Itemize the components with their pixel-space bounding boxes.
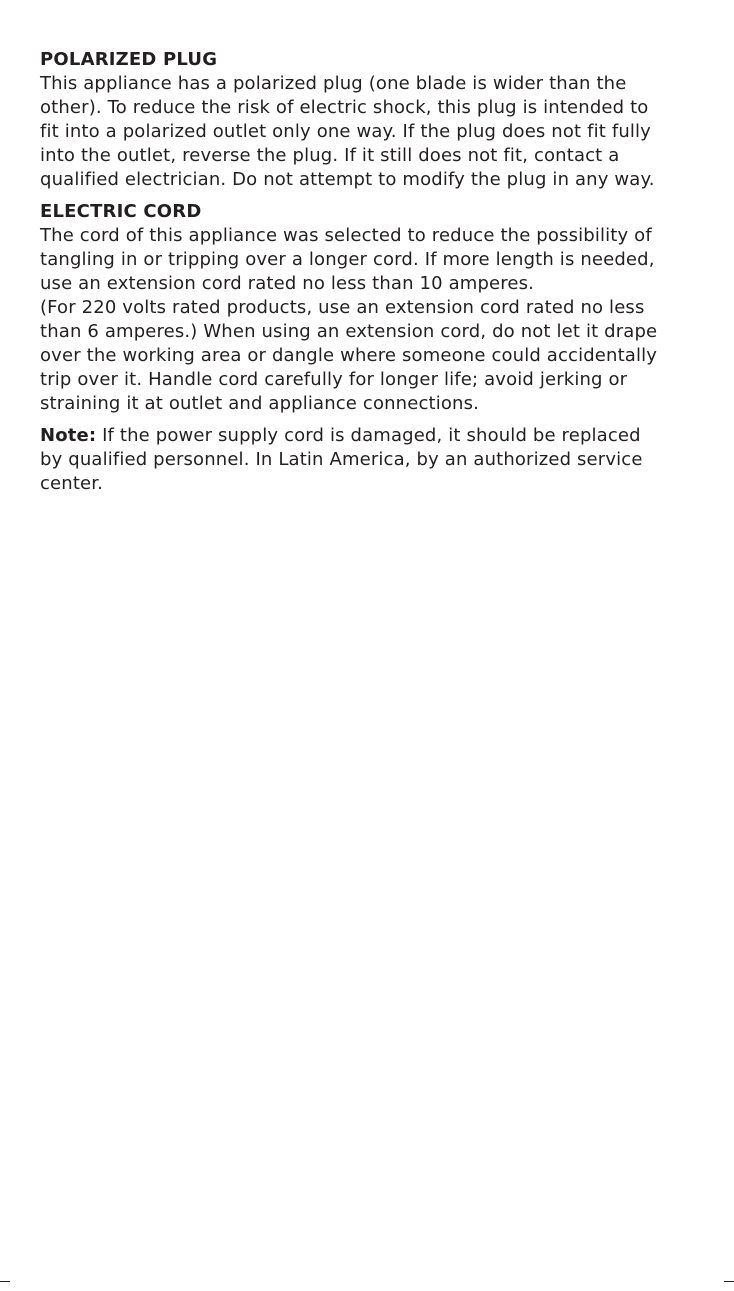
crop-mark-left bbox=[0, 1281, 10, 1282]
text-line: straining it at outlet and appliance connections. bbox=[40, 393, 479, 414]
text-line: (For 220 volts rated products, use an extension cord rated no less bbox=[40, 297, 645, 318]
note-section bbox=[40, 424, 700, 496]
electric-cord-heading: ELECTRIC CORD bbox=[40, 201, 202, 222]
text-line: The cord of this appliance was selected to reduce the possibility of bbox=[40, 225, 652, 246]
text-line: use an extension cord rated no less than 10 amperes. bbox=[40, 273, 535, 294]
text-line: qualified electrician. Do not attempt to modify the plug in any way. bbox=[40, 169, 655, 190]
electric-cord-text bbox=[40, 224, 700, 416]
note-first-line-text: If the power supply cord is damaged, it should be replaced bbox=[96, 425, 641, 446]
text-line: than 6 amperes.) When using an extension cord, do not let it drape bbox=[40, 321, 658, 342]
instruction-page bbox=[40, 48, 700, 496]
text-line: over the working area or dangle where someone could accidentally bbox=[40, 345, 658, 366]
text-line: other). To reduce the risk of electric shock, this plug is intended to bbox=[40, 97, 649, 118]
text-line: by qualified personnel. In Latin America, by an authorized service bbox=[40, 449, 643, 470]
note-label: Note: bbox=[40, 425, 97, 446]
text-line: tangling in or tripping over a longer cord. If more length is needed, bbox=[40, 249, 655, 270]
electric-cord-section bbox=[40, 200, 700, 416]
text-line: This appliance has a polarized plug (one blade is wider than the bbox=[40, 73, 627, 94]
note-text bbox=[40, 424, 700, 496]
note-first-line bbox=[40, 424, 700, 448]
text-line: fit into a polarized outlet only one way. If the plug does not fit fully bbox=[40, 121, 651, 142]
text-line: trip over it. Handle cord carefully for longer life; avoid jerking or bbox=[40, 369, 628, 390]
polarized-plug-heading: POLARIZED PLUG bbox=[40, 49, 218, 70]
text-line: center. bbox=[40, 473, 104, 494]
polarized-plug-section bbox=[40, 48, 700, 192]
crop-mark-right bbox=[724, 1281, 734, 1282]
polarized-plug-text bbox=[40, 72, 700, 192]
text-line: into the outlet, reverse the plug. If it still does not fit, contact a bbox=[40, 145, 620, 166]
